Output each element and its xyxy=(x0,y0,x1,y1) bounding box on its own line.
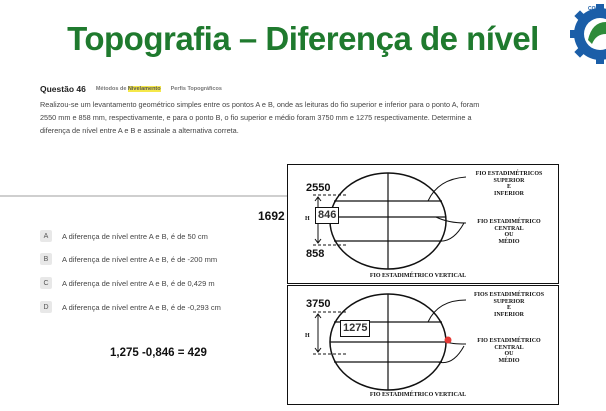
answer-text: A diferença de nível entre A e B, é de -200 mm xyxy=(62,254,218,264)
stadia-label-line: E xyxy=(506,184,511,190)
stadia-label-line: FIO ESTADIMÉTRICOS xyxy=(475,171,543,177)
stadia-label-b xyxy=(464,292,554,318)
tag-subject[interactable]: Perfis Topográficos xyxy=(170,86,222,92)
central-label-b xyxy=(464,338,554,364)
question-header xyxy=(40,84,222,94)
central-label-line: CENTRAL xyxy=(494,344,524,351)
reticle-diagram-b xyxy=(287,285,559,405)
reading-lower-a: 858 xyxy=(306,248,325,260)
divider xyxy=(0,195,290,197)
central-label-line: OU xyxy=(504,351,514,357)
vertical-label-a: FIO ESTADIMÉTRICO VERTICAL xyxy=(369,273,467,279)
central-label-line: MÉDIO xyxy=(498,238,520,245)
note-calculation: 1,275 -0,846 = 429 xyxy=(110,347,207,359)
answer-letter: B xyxy=(40,253,52,265)
cursor-pointer-icon xyxy=(445,337,452,344)
reading-middle-b: 1275 xyxy=(340,320,370,337)
tag-category-prefix: Métodos de xyxy=(95,86,127,92)
logo-text: CONC xyxy=(588,6,603,12)
central-label-line: FIO ESTADIMÉTRICO xyxy=(477,338,541,344)
vertical-label-b: FIO ESTADIMÉTRICO VERTICAL xyxy=(369,392,467,398)
stadia-label-a xyxy=(464,171,554,197)
answer-option-c[interactable] xyxy=(40,277,215,289)
reading-upper-a: 2550 xyxy=(306,182,331,194)
h-label-a: H xyxy=(305,216,310,222)
answer-text: A diferença de nível entre A e B, é de -0,293 cm xyxy=(62,302,221,312)
answer-text: A diferença de nível entre A e B, é de 0,429 m xyxy=(62,278,215,288)
answer-letter: D xyxy=(40,301,52,313)
reading-upper-b: 3750 xyxy=(306,298,331,310)
tag-category[interactable] xyxy=(96,86,161,92)
question-number: Questão 46 xyxy=(40,84,86,94)
stadia-label-line: E xyxy=(506,305,511,311)
central-label-line: MÉDIO xyxy=(498,357,520,364)
reading-middle-a: 846 xyxy=(315,207,339,224)
answer-letter: C xyxy=(40,277,52,289)
central-label-line: OU xyxy=(504,232,514,238)
central-label-line: FIO ESTADIMÉTRICO xyxy=(477,219,541,225)
answer-option-d[interactable] xyxy=(40,301,221,313)
gear-logo-icon xyxy=(562,0,606,70)
central-label-a xyxy=(464,219,554,245)
answer-letter: A xyxy=(40,230,52,242)
reticle-diagram-a xyxy=(287,164,559,284)
stadia-label-line: SUPERIOR xyxy=(493,298,525,305)
h-label-b: H xyxy=(305,333,310,339)
slide-title: Topografia – Diferença de nível xyxy=(67,20,539,57)
stadia-label-line: SUPERIOR xyxy=(493,177,525,184)
stadia-label-line: INFERIOR xyxy=(493,311,524,318)
stadia-label-line: FIOS ESTADIMÉTRICOS xyxy=(473,292,545,298)
stadia-label-line: INFERIOR xyxy=(493,190,524,197)
answer-option-a[interactable] xyxy=(40,230,208,242)
central-label-line: CENTRAL xyxy=(494,225,524,232)
note-h-value: 1692 xyxy=(258,209,285,223)
question-text: Realizou-se um levantamento geométrico simples entre os pontos A e B, onde as leituras do fio superior e inferior para o ponto A, foram 2550 mm e 858 mm, respectivamente, e para o ponto B, o fio superior e médio foram 3750 mm e 1275 respectivamente. Determine a diferença de nível entre A e B e assinale a alternativa correta. xyxy=(40,100,480,135)
answer-text: A diferença de nível entre A e B, é de 50 cm xyxy=(62,231,208,241)
tag-category-highlight: Nivelamento xyxy=(127,86,161,92)
answer-option-b[interactable] xyxy=(40,253,217,265)
